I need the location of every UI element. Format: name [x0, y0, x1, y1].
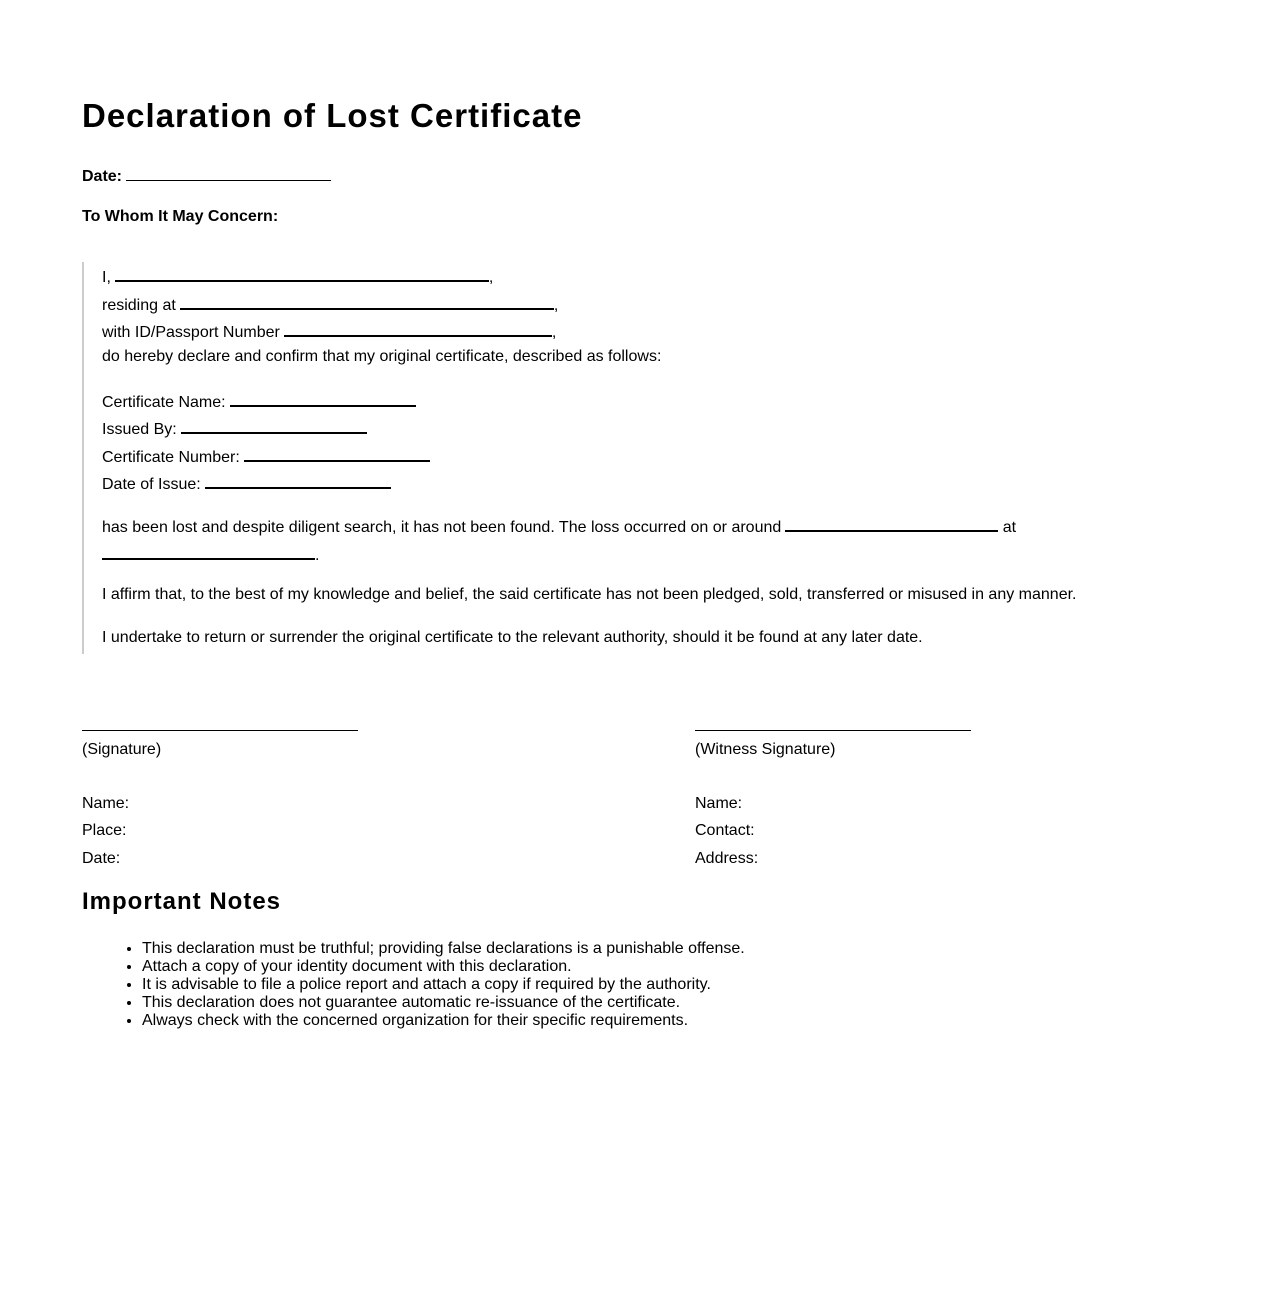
date-of-issue-blank — [205, 473, 391, 489]
declarant-name-line — [102, 266, 493, 287]
id-number-line — [102, 321, 556, 342]
residence-comma: , — [553, 297, 559, 314]
issued-by-line — [102, 418, 367, 439]
list-item: • This declaration does not guarantee automatic re-issuance of the certificate. — [142, 994, 745, 1012]
certificate-name-blank — [230, 391, 416, 407]
signature-caption: (Signature) — [82, 741, 162, 758]
witness-contact-label: Contact: — [695, 822, 755, 839]
declarant-name-comma: , — [488, 269, 494, 286]
issued-by-label: Issued By: — [102, 421, 177, 438]
certificate-number-label: Certificate Number: — [102, 449, 240, 466]
notes-list — [82, 940, 745, 1030]
loss-text: has been lost and despite diligent search, it has not been found. The loss occurred on or around — [102, 519, 782, 536]
loss-place-blank — [102, 544, 315, 560]
notes-heading: Important Notes — [82, 888, 282, 915]
residence-label: residing at — [102, 297, 176, 314]
certificate-name-line — [102, 391, 416, 412]
witness-signature-line — [695, 730, 971, 731]
id-number-comma: , — [551, 324, 557, 341]
witness-name-label: Name: — [695, 795, 743, 812]
list-item: • It is advisable to file a police report and attach a copy if required by the authority. — [142, 976, 745, 994]
signer-name-label: Name: — [82, 795, 130, 812]
issued-by-blank — [181, 418, 367, 434]
date-of-issue-line — [102, 473, 391, 494]
date-label: Date: — [82, 168, 123, 185]
list-item: • This declaration must be truthful; providing false declarations is a punishable offense. — [142, 940, 745, 958]
loss-date-blank — [785, 516, 998, 532]
witness-signature-caption: (Witness Signature) — [695, 741, 836, 758]
affirm-text: I affirm that, to the best of my knowledge and belief, the said certificate has not been pledged, sold, transferred or misused in any manner. — [102, 586, 1077, 603]
signature-line — [82, 730, 358, 731]
document-title: Declaration of Lost Certificate — [82, 97, 583, 134]
declarant-name-label: I, — [102, 269, 111, 286]
loss-place-period: . — [315, 547, 320, 564]
residence-line — [102, 294, 558, 315]
witness-address-label: Address: — [695, 850, 759, 867]
certificate-number-line — [102, 446, 430, 467]
salutation: To Whom It May Concern: — [82, 208, 279, 225]
signer-place-label: Place: — [82, 822, 127, 839]
date-row — [82, 165, 331, 186]
loss-place-line — [102, 544, 319, 565]
id-number-label: with ID/Passport Number — [102, 324, 280, 341]
residence-blank — [180, 294, 554, 310]
declaration-block — [82, 262, 1094, 654]
certificate-name-label: Certificate Name: — [102, 394, 226, 411]
list-item: • Always check with the concerned organization for their specific requirements. — [142, 1012, 745, 1030]
declare-text: do hereby declare and confirm that my original certificate, described as follows: — [102, 348, 662, 365]
list-item: • Attach a copy of your identity document with this declaration. — [142, 958, 745, 976]
date-of-issue-label: Date of Issue: — [102, 476, 201, 493]
undertake-text: I undertake to return or surrender the original certificate to the relevant authority, should it be found at any later date. — [102, 629, 923, 646]
date-blank — [126, 165, 331, 181]
loss-text-line — [102, 516, 1016, 537]
signer-date-label: Date: — [82, 850, 121, 867]
declarant-name-blank — [115, 266, 489, 282]
certificate-number-blank — [244, 446, 430, 462]
loss-at-label: at — [1002, 519, 1017, 536]
id-number-blank — [284, 321, 552, 337]
